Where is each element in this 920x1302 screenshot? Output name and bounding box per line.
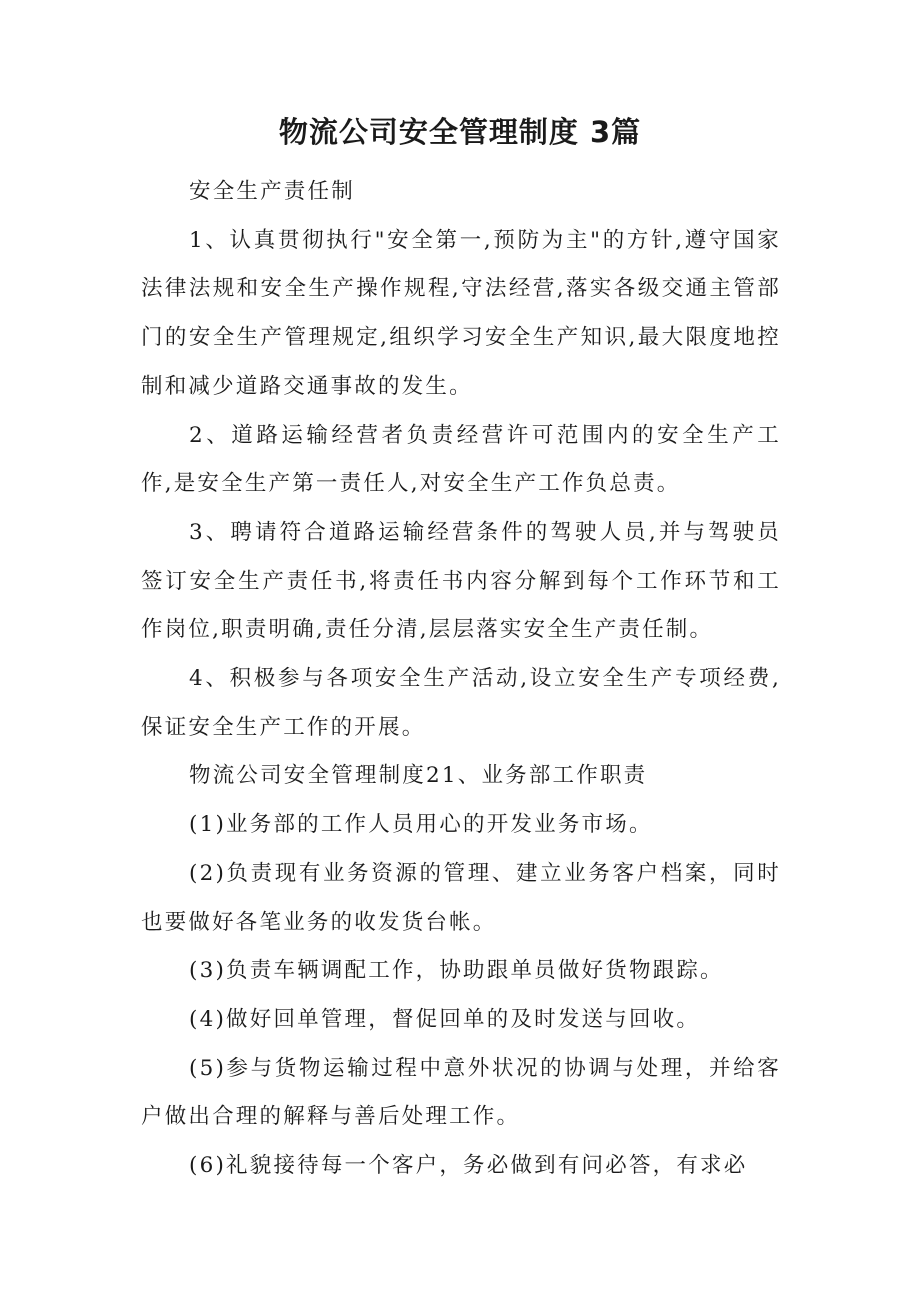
duty-item-5: (5)参与货物运输过程中意外状况的协调与处理，并给客户做出合理的解释与善后处理工作。 [141, 1055, 781, 1130]
duty-item-6: (6)礼貌接待每一个客户，务必做到有问必答，有求必 [189, 1153, 748, 1179]
duty-item-2: (2)负责现有业务资源的管理、建立业务客户档案，同时也要做好各笔业务的收发货台帐。 [141, 860, 781, 935]
paragraph-item-3: 3、聘请符合道路运输经营条件的驾驶人员,并与驾驶员签订安全生产责任书,将责任书内容分解到每个工作环节和工作岗位,职责明确,责任分清,层层落实安全生产责任制。 [141, 519, 781, 643]
section-heading-responsibility: 安全生产责任制 [189, 179, 355, 204]
duty-item-4: (4)做好回单管理，督促回单的及时发送与回收。 [189, 1006, 701, 1032]
duty-item-1: (1)业务部的工作人员用心的开发业务市场。 [189, 812, 653, 838]
section-heading-business-dept: 物流公司安全管理制度21、业务部工作职责 [189, 763, 648, 789]
paragraph-item-2: 2、道路运输经营者负责经营许可范围内的安全生产工作,是安全生产第一责任人,对安全生产工作负总责。 [141, 422, 781, 497]
document-title: 物流公司安全管理制度 3篇 [278, 115, 642, 149]
paragraph-item-1: 1、认真贯彻执行"安全第一,预防为主"的方针,遵守国家法律法规和安全生产操作规程,守法经营,落实各级交通主管部门的安全生产管理规定,组织学习安全生产知识,最大限度地控制和减少道路交通事故的发生。 [141, 227, 781, 399]
paragraph-item-4: 4、积极参与各项安全生产活动,设立安全生产专项经费,保证安全生产工作的开展。 [141, 666, 781, 740]
document-body [141, 168, 781, 1191]
duty-item-3: (3)负责车辆调配工作，协助跟单员做好货物跟踪。 [189, 958, 724, 984]
